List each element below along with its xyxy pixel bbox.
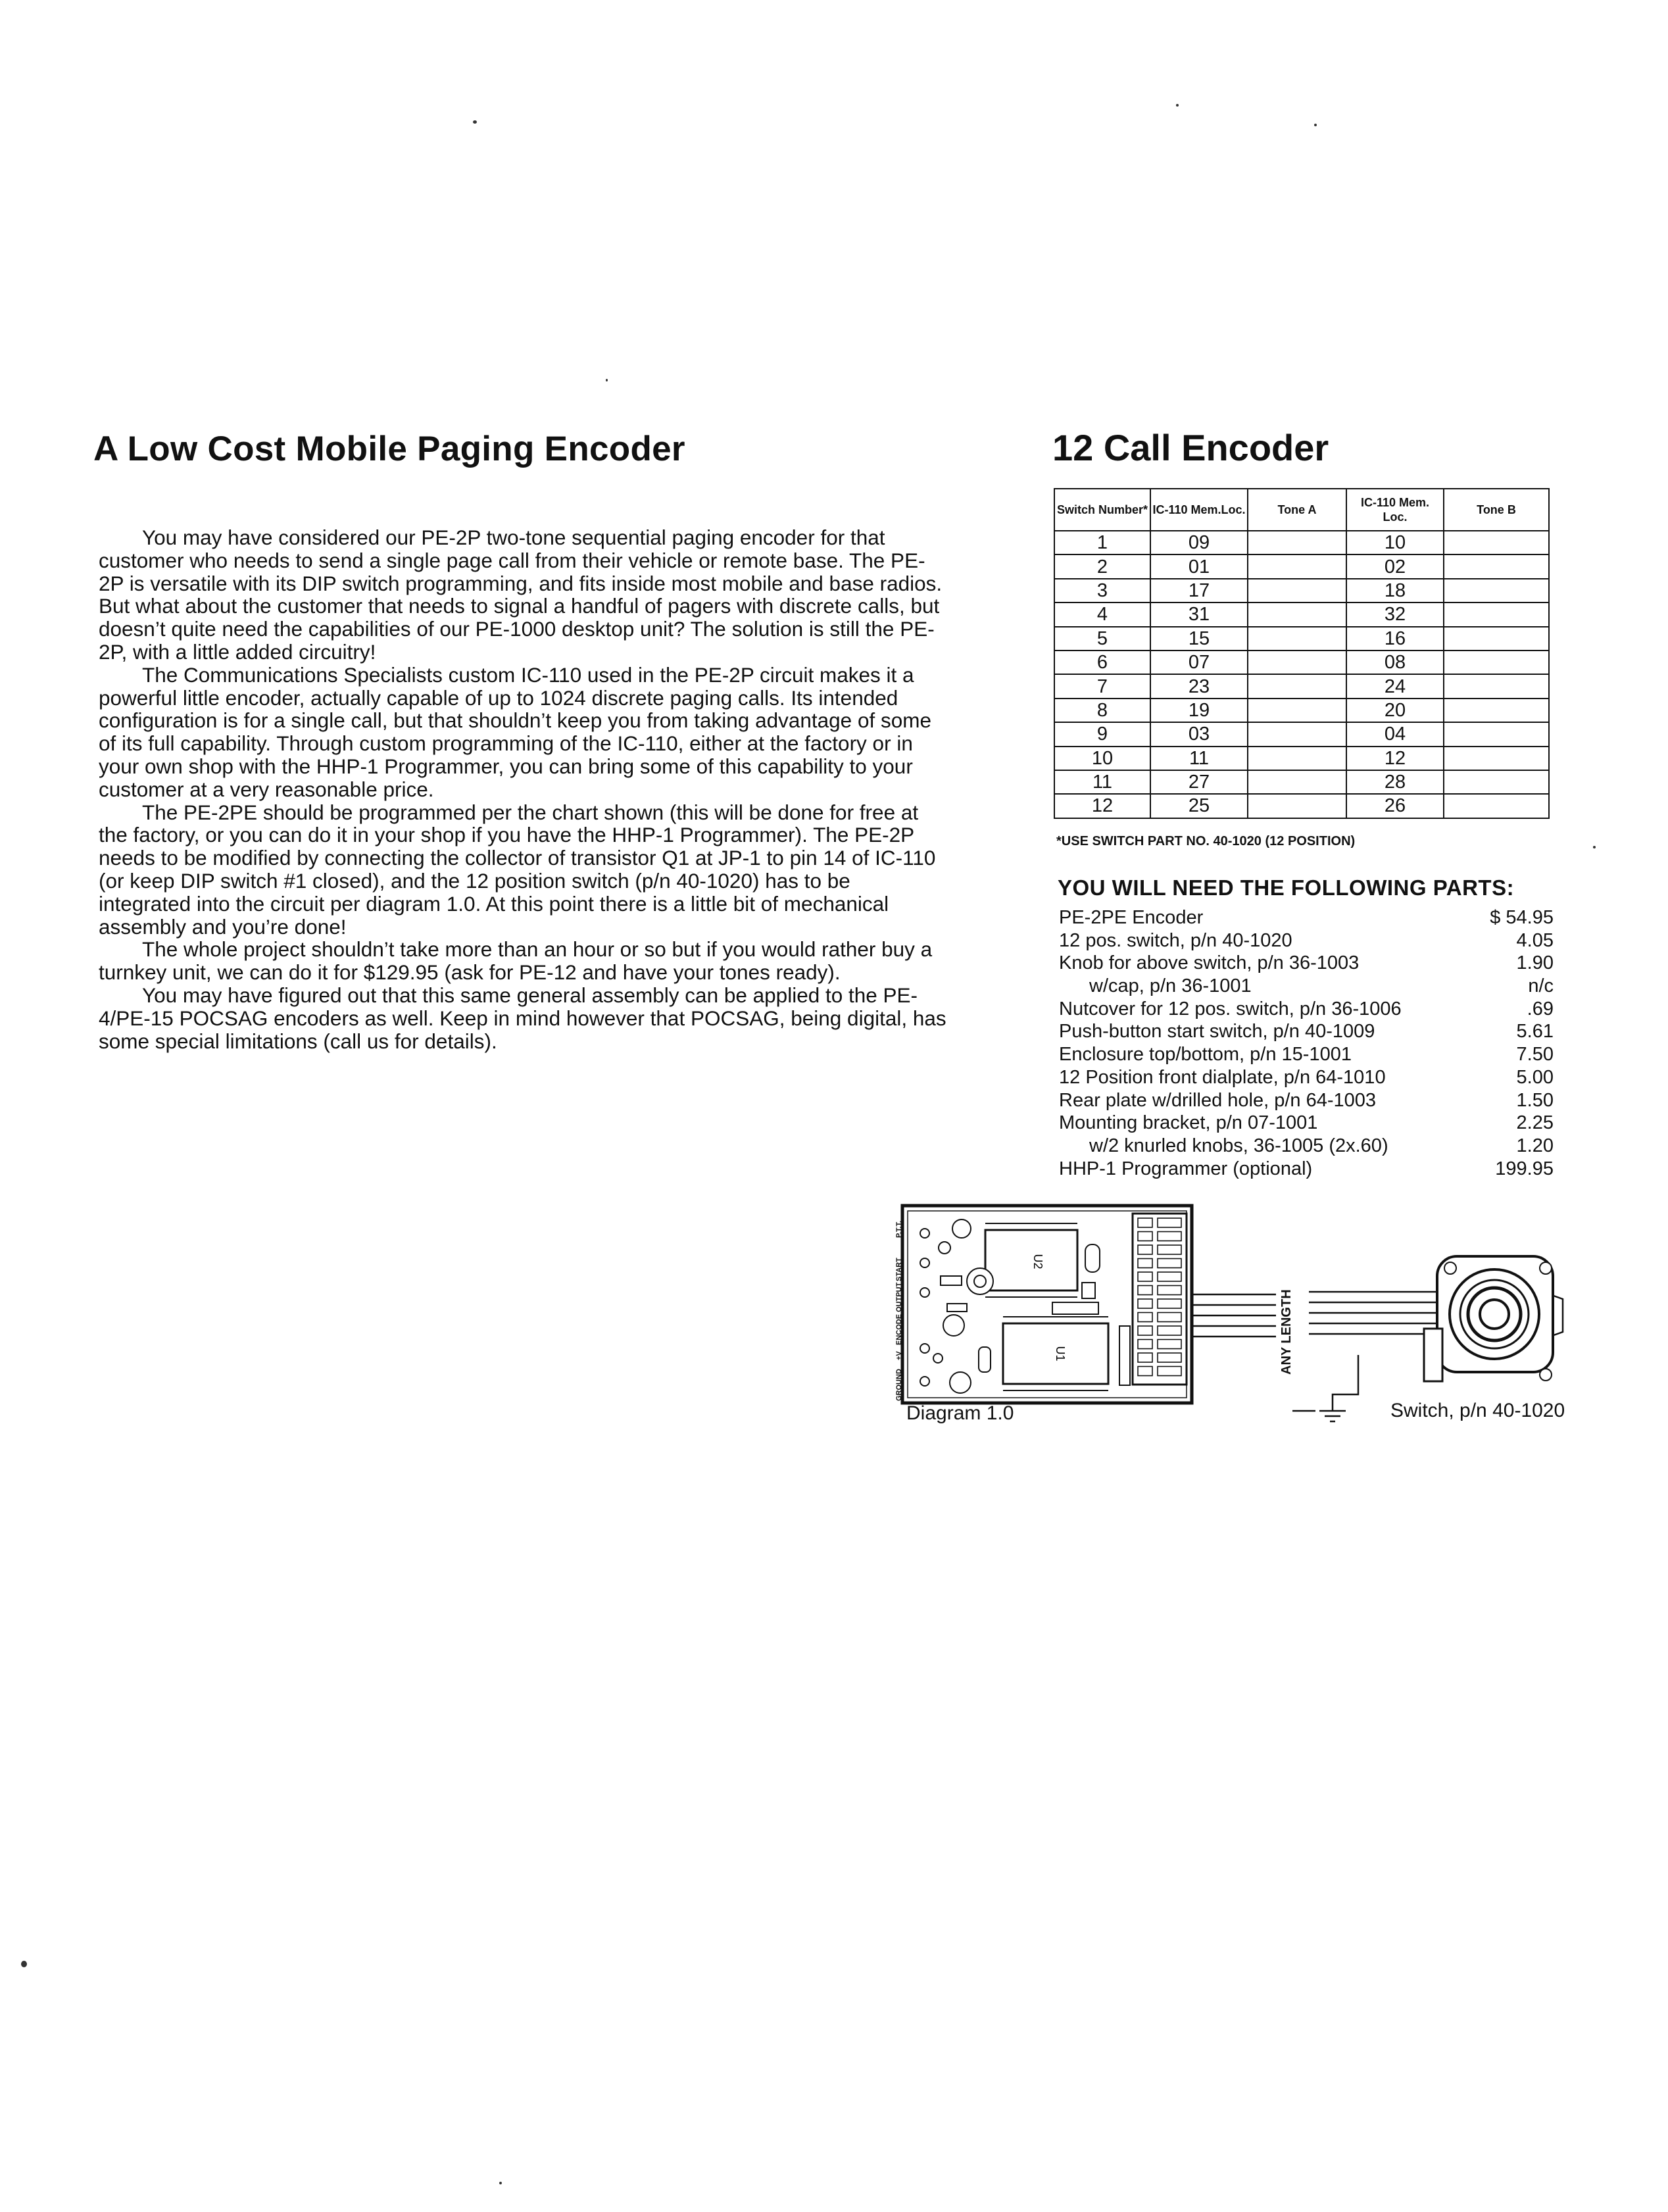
table-cell: 28 [1346,770,1444,794]
board-label-encode-output: ENCODE OUTPUT [895,1282,903,1345]
part-row [1059,1043,1554,1066]
strip-cell [1138,1259,1152,1268]
table-cell: 8 [1054,699,1150,722]
scan-speck [499,2182,502,2184]
scan-speck [21,1961,27,1967]
strip-cell [1158,1245,1181,1254]
board-label-start: START [895,1258,903,1281]
board-label-plus-v: +V [895,1351,903,1360]
table-cell [1248,579,1346,602]
part-price: 1.20 [1516,1135,1554,1156]
strip-cell [1138,1232,1152,1241]
strip-cell [1158,1353,1181,1362]
strip-cell [1138,1218,1152,1227]
part-row [1059,1112,1554,1135]
part-row [1059,1158,1554,1181]
table-cell: 1 [1054,531,1150,554]
table-cell [1444,747,1549,770]
table-cell: 7 [1054,674,1150,698]
article-paragraph: The PE-2PE should be programmed per the chart shown (this will be done for free at the factory, or you can do it in your shop if you have the HHP-1 Programmer). The PE-2P needs to be modified by connecting the collector of transistor Q1 at JP-1 to pin 14 of IC-110 (or keep DIP switch #1 closed), and the 12 position switch (p/n 40-1020) has to be integrated into the circuit per diagram 1.0. At this point there is a little bit of mechanical assembly and you’re done! [99,800,936,939]
table-cell [1444,770,1549,794]
table-row [1054,531,1549,554]
part-price: 5.61 [1516,1021,1554,1043]
part-row [1059,975,1554,998]
table-cell [1444,699,1549,722]
switch-table [1054,488,1550,819]
article-paragraph: The whole project shouldn’t take more than an hour or so but if you would rather buy a turnkey unit, we can do it for $129.95 (ask for PE-12 and have your tones ready). [99,937,933,985]
table-cell: 27 [1150,770,1248,794]
part-row [1059,998,1554,1021]
table-cell: 07 [1150,651,1248,674]
table-row [1054,699,1549,722]
chip-label-u2: U2 [1031,1254,1044,1269]
table-footnote: *USE SWITCH PART NO. 40-1020 (12 POSITION) [1056,834,1356,848]
part-label: Mounting bracket, p/n 07-1001 [1059,1112,1318,1134]
part-price: n/c [1528,975,1554,997]
table-cell [1444,554,1549,578]
strip-cell [1138,1326,1152,1335]
table-cell: 5 [1054,627,1150,651]
table-cell [1444,602,1549,626]
rotary-switch [1424,1256,1563,1381]
part-label: Knob for above switch, p/n 36-1003 [1059,952,1360,974]
part-price: 5.00 [1516,1066,1554,1088]
strip-cell [1158,1218,1181,1227]
table-row [1054,770,1549,794]
table-header: Tone B [1444,489,1549,531]
table-cell: 31 [1150,602,1248,626]
part-price: 1.90 [1516,952,1554,974]
board-label-ptt: P.T.T. [895,1220,903,1238]
strip-cell [1158,1340,1181,1349]
table-cell [1248,531,1346,554]
table-row [1054,651,1549,674]
article-paragraph: The Communications Specialists custom IC-110 used in the PE-2P circuit makes it a powerful little encoder, actually capable of up to 1024 discrete paging calls. Its intended configuration is for a single call, but that shouldn’t keep you from taking advantage of some of its full capability. Through custom programming of the IC-110, either at the factory or in your own shop with the HHP-1 Programmer, you can bring some of this capability to your customer at a very reasonable price. [99,662,931,801]
table-cell: 16 [1346,627,1444,651]
table-header: IC-110 Mem.Loc. [1150,489,1248,531]
part-label: Rear plate w/drilled hole, p/n 64-1003 [1059,1089,1377,1111]
table-row [1054,554,1549,578]
connection-wires [1192,1292,1437,1337]
board-label-ground: GROUND [895,1369,903,1401]
wire-length-label: ANY LENGTH [1279,1289,1294,1375]
table-cell: 2 [1054,554,1150,578]
table-cell: 26 [1346,794,1444,818]
table-row [1054,674,1549,698]
strip-cell [1158,1232,1181,1241]
scan-speck [473,120,477,124]
table-cell: 10 [1054,747,1150,770]
table-cell [1444,674,1549,698]
part-row [1059,1066,1554,1089]
part-price: 4.05 [1516,929,1554,951]
strip-cell [1138,1299,1152,1308]
table-cell: 23 [1150,674,1248,698]
article-paragraph: You may have figured out that this same general assembly can be applied to the PE-4/PE-15 POCSAG encoders as well. Keep in mind however that POCSAG, being digital, has some special limitations (call us for details). [99,983,946,1053]
article-title: A Low Cost Mobile Paging Encoder [93,430,685,468]
encoder-title: 12 Call Encoder [1052,427,1329,468]
strip-cell [1138,1367,1152,1376]
part-price: 1.50 [1516,1089,1554,1111]
strip-cell [1138,1286,1152,1295]
article-paragraph: You may have considered our PE-2P two-tone sequential paging encoder for that customer who needs to send a single page call from their vehicle or remote base. The PE-2P is versatile with its DIP switch programming, and fits inside most mobile and base radios. But what about the customer that needs to signal a handful of pagers with discrete calls, but doesn’t quite need the capabilities of our PE-1000 desktop unit? The solution is still the PE-2P, with a little added circuitry! [99,526,943,664]
strip-cell [1158,1367,1181,1376]
table-cell [1248,554,1346,578]
part-label: Enclosure top/bottom, p/n 15-1001 [1059,1044,1352,1066]
table-cell: 02 [1346,554,1444,578]
table-cell [1248,674,1346,698]
part-price: 7.50 [1516,1044,1554,1066]
table-row [1054,722,1549,746]
part-row [1059,1089,1554,1112]
switch-caption: Switch, p/n 40-1020 [1390,1400,1565,1421]
table-cell: 03 [1150,722,1248,746]
table-cell [1444,579,1549,602]
table-header: Switch Number* [1054,489,1150,531]
table-row [1054,579,1549,602]
chip-u2 [985,1230,1077,1290]
table-cell: 08 [1346,651,1444,674]
part-label: HHP-1 Programmer (optional) [1059,1158,1313,1179]
table-row [1054,627,1549,651]
table-cell [1444,627,1549,651]
part-label: w/cap, p/n 36-1001 [1089,975,1252,997]
part-price: 199.95 [1495,1158,1554,1179]
part-label: Push-button start switch, p/n 40-1009 [1059,1021,1375,1043]
table-header-row [1054,489,1549,531]
table-cell: 04 [1346,722,1444,746]
table-cell: 20 [1346,699,1444,722]
table-cell: 6 [1054,651,1150,674]
table-header: Tone A [1248,489,1346,531]
parts-list [1059,906,1554,1180]
chip-label-u1: U1 [1054,1346,1067,1362]
part-price: 2.25 [1516,1112,1554,1134]
strip-cell [1158,1272,1181,1281]
part-label: PE-2PE Encoder [1059,907,1204,928]
part-row [1059,952,1554,975]
part-label: 12 pos. switch, p/n 40-1020 [1059,929,1292,951]
diagram-caption: Diagram 1.0 [906,1402,1014,1424]
strip-cell [1158,1286,1181,1295]
table-row [1054,747,1549,770]
part-price: $ 54.95 [1490,907,1554,928]
strip-cell [1158,1259,1181,1268]
table-cell: 3 [1054,579,1150,602]
strip-cell [1158,1299,1181,1308]
part-label: 12 Position front dialplate, p/n 64-1010 [1059,1066,1386,1088]
table-cell [1248,699,1346,722]
table-cell [1248,747,1346,770]
strip-cell [1158,1326,1181,1335]
table-cell [1444,531,1549,554]
table-cell: 25 [1150,794,1248,818]
strip-cell [1158,1313,1181,1322]
strip-cell [1138,1340,1152,1349]
table-cell [1248,602,1346,626]
table-cell [1248,627,1346,651]
table-header: IC-110 Mem. Loc. [1346,489,1444,531]
table-cell [1444,794,1549,818]
table-cell: 09 [1150,531,1248,554]
part-label: Nutcover for 12 pos. switch, p/n 36-1006 [1059,998,1402,1020]
table-cell: 18 [1346,579,1444,602]
scan-speck [1176,104,1179,107]
table-cell: 17 [1150,579,1248,602]
table-cell: 15 [1150,627,1248,651]
part-row [1059,1020,1554,1043]
table-cell: 11 [1150,747,1248,770]
table-cell [1248,722,1346,746]
table-cell: 10 [1346,531,1444,554]
table-cell [1444,651,1549,674]
part-row [1059,929,1554,952]
table-cell [1248,651,1346,674]
table-row [1054,794,1549,818]
table-cell: 32 [1346,602,1444,626]
strip-cell [1138,1313,1152,1322]
table-cell: 01 [1150,554,1248,578]
table-cell: 11 [1054,770,1150,794]
table-row [1054,602,1549,626]
table-cell [1444,722,1549,746]
table-cell [1248,794,1346,818]
scan-speck [1593,846,1596,848]
article-body [99,526,947,1052]
table-cell: 19 [1150,699,1248,722]
scan-speck [606,379,608,381]
part-row [1059,906,1554,929]
table-cell: 12 [1054,794,1150,818]
strip-cell [1138,1245,1152,1254]
table-cell: 9 [1054,722,1150,746]
strip-cell [1138,1272,1152,1281]
scan-speck [1314,124,1317,126]
ground-symbol [1292,1355,1358,1421]
parts-heading: YOU WILL NEED THE FOLLOWING PARTS: [1058,875,1515,900]
table-cell: 12 [1346,747,1444,770]
table-cell: 24 [1346,674,1444,698]
part-label: w/2 knurled knobs, 36-1005 (2x.60) [1089,1135,1388,1156]
part-row [1059,1135,1554,1158]
table-cell: 4 [1054,602,1150,626]
part-price: .69 [1527,998,1554,1020]
table-cell [1248,770,1346,794]
strip-cell [1138,1353,1152,1362]
